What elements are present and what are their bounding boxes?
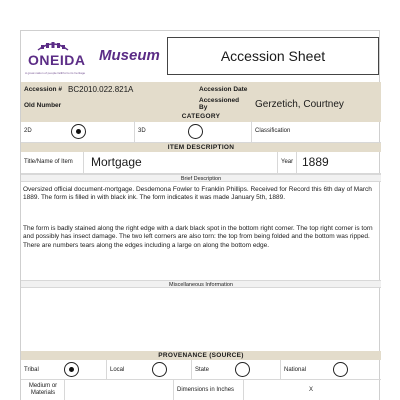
logo-tagline: A great nation of people faithful to its heritage — [25, 71, 86, 75]
provenance-tribal-label: Tribal — [24, 367, 39, 373]
provenance-state-radio[interactable] — [235, 362, 250, 377]
item-description-heading: ITEM DESCRIPTION — [21, 143, 381, 152]
divider — [277, 152, 278, 173]
misc-information-field[interactable] — [21, 289, 381, 351]
materials-row — [21, 380, 381, 400]
old-number-label: Old Number — [24, 102, 62, 109]
provenance-local-label: Local — [110, 367, 125, 373]
divider — [134, 121, 135, 142]
sheet-header — [21, 31, 381, 81]
category-3d-label: 3D — [138, 128, 146, 134]
provenance-national-radio[interactable] — [333, 362, 348, 377]
divider — [243, 380, 244, 400]
divider — [64, 380, 65, 400]
divider — [106, 360, 107, 379]
accessioned-by-label: Accessioned By — [199, 97, 240, 111]
divider — [83, 152, 84, 173]
classification-label: Classification — [255, 128, 291, 134]
misc-information-label: Miscellaneous Information — [21, 280, 381, 288]
accession-number-label: Accession # — [24, 86, 62, 93]
category-2d-label: 2D — [24, 128, 32, 134]
accession-number-field[interactable]: BC2010.022.821A — [68, 85, 134, 94]
provenance-national-label: National — [284, 367, 307, 373]
divider — [251, 121, 252, 142]
oneida-logo-icon — [36, 40, 70, 52]
classification-field[interactable] — [311, 127, 377, 136]
provenance-row — [21, 360, 381, 380]
provenance-local-radio[interactable] — [152, 362, 167, 377]
medium-materials-label: Medium or Materials — [28, 383, 58, 396]
category-row — [21, 121, 381, 143]
divider — [296, 152, 297, 173]
brief-description-paragraph-2[interactable]: The form is badly stained along the right edge with a dark black spot in the bottom right corner. The top right corner is torn and possibly has insect damage. The two left corners are also torn: the top from being folded and the bottom was ripped. There are numbers tears along the edges including a large on along the bottom edge. — [23, 225, 373, 249]
provenance-tribal-radio[interactable] — [64, 362, 79, 377]
category-heading: CATEGORY — [21, 112, 381, 121]
sheet-title: Accession Sheet — [167, 37, 379, 75]
item-title-label: Title/Name of Item — [24, 159, 73, 165]
dimensions-label: Dimensions in Inches — [177, 387, 235, 393]
category-2d-radio[interactable] — [71, 124, 86, 139]
museum-label: Museum — [99, 47, 160, 64]
accession-sheet — [20, 30, 380, 400]
divider — [280, 360, 281, 379]
provenance-state-label: State — [195, 367, 210, 373]
accessioned-by-field[interactable]: Gerzetich, Courtney — [255, 99, 344, 110]
dimensions-separator: X — [309, 387, 314, 393]
old-number-field[interactable] — [68, 101, 188, 110]
provenance-heading: PROVENANCE (SOURCE) — [21, 351, 381, 360]
category-3d-radio[interactable] — [188, 124, 203, 139]
accession-date-label: Accession Date — [199, 86, 248, 93]
brief-description-paragraph-1[interactable]: Oversized official document-mortgage. Desdemona Fowler to Franklin Phillips. Received for Record this 6th day of March 1889. The form is filled in with black ink. The form indicates it was made January 5th, 1889. — [23, 186, 372, 202]
logo-text: ONEIDA — [28, 52, 86, 68]
accession-date-field[interactable] — [255, 85, 375, 94]
item-title-field[interactable]: Mortgage — [91, 155, 142, 169]
divider — [173, 380, 174, 400]
year-field[interactable]: 1889 — [302, 155, 329, 169]
divider — [191, 360, 192, 379]
year-label: Year — [281, 159, 294, 165]
brief-description-label: Brief Description — [21, 174, 381, 182]
item-title-row — [21, 152, 381, 174]
